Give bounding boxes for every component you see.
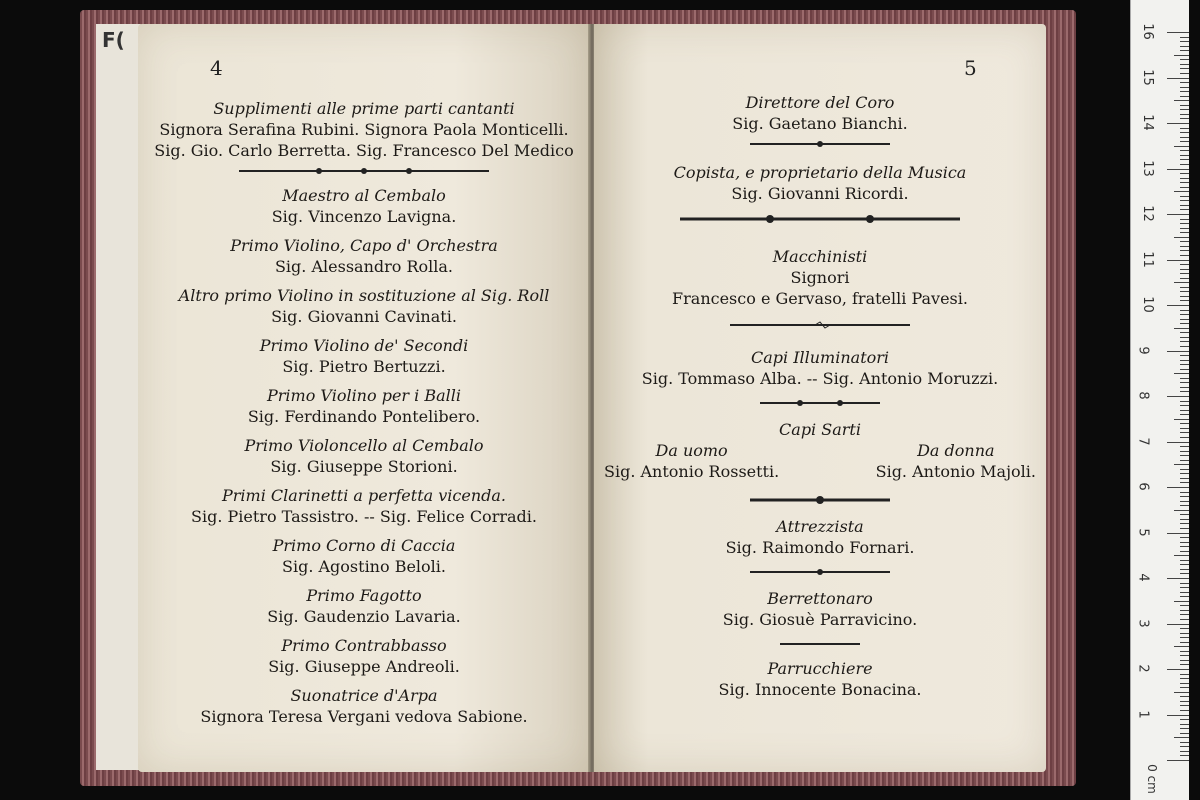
ruler-number: 12 [1139,205,1155,222]
cast-entry [144,285,584,327]
ruler-tick [1180,660,1189,661]
ruler-tick [1180,223,1189,224]
ruler-tick [1180,596,1189,597]
entry-name: Sig. Gaetano Bianchi. [732,114,908,133]
ruler-tick [1180,137,1189,138]
ruler-tick [1180,141,1189,142]
entry-name: Sig. Giuseppe Storioni. [270,457,458,476]
cast-entry [144,685,584,727]
ruler-tick [1174,237,1189,238]
ornamental-rule [750,568,890,576]
ruler-tick [1174,555,1189,556]
entry-name: Signora Teresa Vergani vedova Sabione. [200,707,528,726]
ruler-tick [1180,159,1189,160]
entry-role: Attrezzista [776,517,864,536]
ruler-tick [1180,155,1189,156]
ruler-tick [1180,164,1189,165]
ruler-tick [1180,537,1189,538]
ruler-tick [1174,692,1189,693]
entry-name: Sig. Alessandro Rolla. [274,257,454,276]
ruler-tick [1180,728,1189,729]
ruler-tick [1180,519,1189,520]
entry-name: Sig. Ferdinando Pontelibero. [247,407,481,426]
ruler-number: 1 [1135,709,1151,719]
ruler-tick [1180,564,1189,565]
ruler-tick [1167,624,1189,625]
ruler-number: 7 [1135,436,1151,446]
ruler-tick [1180,291,1189,292]
sarti-donna-label: Da donna [917,441,995,460]
right-page [594,24,1046,772]
ruler-tick [1174,419,1189,420]
entry-role: Primo Violino, Capo d' Orchestra [230,236,498,255]
ruler-tick [1180,46,1189,47]
right-page-column [600,72,1040,700]
ruler-tick [1180,642,1189,643]
ruler-tick [1180,319,1189,320]
ruler-tick [1180,355,1189,356]
ruler-tick [1174,510,1189,511]
sarti-uomo-label: Da uomo [655,441,728,460]
ruler-tick [1174,646,1189,647]
ruler-tick [1180,514,1189,515]
sarti-uomo-name: Sig. Antonio Rossetti. [604,462,780,481]
ruler-tick [1174,282,1189,283]
ruler-tick [1180,278,1189,279]
sarti-donna-name: Sig. Antonio Majoli. [875,462,1036,481]
entry-name: Sig. Giosuè Parravicino. [722,610,918,629]
ruler-tick [1174,737,1189,738]
ruler-tick [1167,760,1189,761]
entry-name: Sig. Agostino Beloli. [282,557,446,576]
ruler-tick [1180,478,1189,479]
entry-role: Altro primo Violino in sostituzione al Sig. Roll [178,286,550,305]
ruler-tick [1180,387,1189,388]
ruler-tick [1180,428,1189,429]
ruler-tick [1180,755,1189,756]
ruler-tick [1180,105,1189,106]
ruler-tick [1180,573,1189,574]
ruler-tick [1180,528,1189,529]
ruler-tick [1180,651,1189,652]
ruler-tick [1180,610,1189,611]
ruler-tick [1180,118,1189,119]
entry-role: Capi Illuminatori [750,348,890,367]
ruler-tick [1180,150,1189,151]
ruler-tick [1167,169,1189,170]
ruler-tick [1180,664,1189,665]
ruler-tick [1180,296,1189,297]
sarti-uomo [604,440,779,482]
ornamental-rule [760,399,880,407]
entry-role: Macchinisti [772,247,868,266]
ruler-tick [1180,332,1189,333]
ruler-tick [1180,269,1189,270]
cast-entry [144,435,584,477]
ruler-tick [1180,560,1189,561]
entry-name: Francesco e Gervaso, fratelli Pavesi. [672,289,968,308]
ruler-tick [1180,378,1189,379]
cast-entry-berrettonaro [600,588,1040,630]
ruler-tick [1167,487,1189,488]
ruler-tick [1180,410,1189,411]
ruler-tick [1180,405,1189,406]
ruler-tick [1180,232,1189,233]
ruler-tick [1167,533,1189,534]
ruler-tick [1180,173,1189,174]
entry-role: Primo Contrabbasso [281,636,447,655]
ruler-tick [1180,241,1189,242]
ruler-tick [1180,710,1189,711]
ruler-tick [1180,341,1189,342]
ruler-tick [1167,351,1189,352]
cast-entry [144,485,584,527]
ruler-tick [1180,200,1189,201]
ruler-tick [1174,191,1189,192]
ruler-tick [1180,423,1189,424]
ruler-tick [1180,733,1189,734]
ruler-tick [1167,260,1189,261]
ruler-tick [1180,696,1189,697]
ruler-tick [1180,401,1189,402]
ruler-number: 10 [1139,296,1155,313]
entry-name: Sig. Pietro Tassistro. -- Sig. Felice Corradi. [191,507,537,526]
ruler-number: 3 [1135,618,1151,628]
ruler-tick [1180,437,1189,438]
entry-role: Direttore del Coro [745,93,895,112]
ruler-tick [1180,587,1189,588]
cast-entry-illuminatori [600,347,1040,389]
ruler-tick [1180,633,1189,634]
ruler-tick [1180,246,1189,247]
ruler-number: 9 [1135,345,1151,355]
ruler-tick [1180,569,1189,570]
ruler-tick [1180,96,1189,97]
cast-entry-parrucchiere [600,658,1040,700]
ruler-tick [1167,715,1189,716]
cast-entry [144,585,584,627]
ruler-tick [1180,68,1189,69]
ruler-tick [1180,724,1189,725]
page-number: 5 [964,56,977,80]
ruler-tick [1180,382,1189,383]
sarti-donna [876,440,1036,482]
ruler-tick [1180,178,1189,179]
ruler-tick [1180,37,1189,38]
ruler-tick [1180,751,1189,752]
entry-subtitle: Signori [790,268,850,287]
cast-entry-macchinisti [600,246,1040,309]
ruler-number: 6 [1135,482,1151,491]
ruler-tick [1180,655,1189,656]
entry-role: Berrettonaro [767,589,873,608]
entry-role: Supplimenti alle prime parti cantanti [213,99,515,118]
ruler-tick [1180,196,1189,197]
ruler-tick [1180,219,1189,220]
ruler-tick [1180,91,1189,92]
ruler-tick [1167,442,1189,443]
ornamental-rule [239,167,489,175]
ruler-tick [1180,114,1189,115]
entry-role: Primo Fagotto [306,586,422,605]
cast-entry-sarti [600,419,1040,482]
ruler-tick [1180,460,1189,461]
sarti-columns [600,440,1040,482]
entry-role: Primo Violino de' Secondi [259,336,469,355]
ruler-tick [1180,523,1189,524]
entry-role: Parrucchiere [767,659,873,678]
ornamental-rule [780,640,860,648]
ruler-tick [1180,255,1189,256]
ruler-tick [1180,287,1189,288]
ruler-tick [1180,451,1189,452]
cast-entry [144,535,584,577]
ruler-tick [1167,578,1189,579]
ruler-tick [1180,473,1189,474]
ruler-tick [1174,55,1189,56]
ruler-tick [1167,214,1189,215]
entry-role: Capi Sarti [779,420,861,439]
ruler-tick [1180,364,1189,365]
ruler-tick [1174,464,1189,465]
ruler-tick [1180,82,1189,83]
ruler-tick [1167,78,1189,79]
ruler-number: 4 [1135,573,1151,582]
entry-name: Sig. Gio. Carlo Berretta. Sig. Francesco Del Medico [154,141,574,160]
cast-entry-direttore [600,92,1040,134]
entry-name: Signora Serafina Rubini. Signora Paola Monticelli. [159,120,569,139]
ruler-tick [1180,505,1189,506]
entry-role: Primo Corno di Caccia [272,536,456,555]
entry-name: Sig. Giuseppe Andreoli. [268,657,460,676]
ruler-tick [1174,601,1189,602]
ruler-tick [1180,346,1189,347]
ruler-number: 14 [1139,114,1155,131]
ornamental-rule [750,140,890,148]
ruler-tick [1180,614,1189,615]
ruler-number: 15 [1139,68,1155,86]
ruler-unit-label: 0 cm [1144,764,1159,794]
ruler-tick [1180,337,1189,338]
cast-entry-copista [600,162,1040,204]
ruler-tick [1180,414,1189,415]
ruler-tick [1180,742,1189,743]
ruler-tick [1180,41,1189,42]
ruler-tick [1180,369,1189,370]
cast-entry [144,185,584,227]
ruler-tick [1180,228,1189,229]
ruler-tick [1180,360,1189,361]
ruler-tick [1180,719,1189,720]
ruler-tick [1174,100,1189,101]
ruler-tick [1180,746,1189,747]
ruler-tick [1167,669,1189,670]
ruler-tick [1180,687,1189,688]
entry-name: Sig. Gaudenzio Lavaria. [267,607,461,626]
cast-entry [144,385,584,427]
ruler-tick [1180,492,1189,493]
cast-entry [144,335,584,377]
ruler-tick [1167,123,1189,124]
ruler-number: 5 [1135,527,1151,537]
ruler-tick [1180,132,1189,133]
ruler-number: 11 [1139,250,1155,268]
ruler-tick [1174,373,1189,374]
ruler-number: 8 [1135,391,1151,400]
ruler-tick [1180,546,1189,547]
ruler-tick [1180,482,1189,483]
ruler-tick [1180,678,1189,679]
ruler-tick [1180,314,1189,315]
ruler-tick [1180,583,1189,584]
ornamental-rule [750,496,890,504]
ruler-tick [1167,305,1189,306]
ruler-tick [1180,182,1189,183]
flyleaf [96,24,141,770]
ruler-tick [1180,264,1189,265]
entry-name: Sig. Giovanni Cavinati. [271,307,457,326]
ruler-tick [1180,496,1189,497]
ruler-tick [1180,628,1189,629]
left-page [138,24,590,772]
cast-entry [144,98,584,161]
entry-name: Sig. Giovanni Ricordi. [731,184,909,203]
ruler-tick [1180,209,1189,210]
ruler-tick [1167,396,1189,397]
measuring-ruler [1130,0,1189,800]
ruler-tick [1180,432,1189,433]
ruler-tick [1180,637,1189,638]
ruler-tick [1180,501,1189,502]
ruler-tick [1180,300,1189,301]
ruler-tick [1180,592,1189,593]
entry-role: Maestro al Cembalo [282,186,446,205]
entry-name: Sig. Innocente Bonacina. [718,680,922,699]
ruler-tick [1180,323,1189,324]
cast-entry-attrezzista [600,516,1040,558]
ornamental-rule [730,321,910,329]
cast-entry [144,235,584,277]
entry-name: Sig. Raimondo Fornari. [725,538,915,557]
ruler-tick [1180,128,1189,129]
ruler-tick [1180,701,1189,702]
ruler-tick [1180,455,1189,456]
ruler-tick [1180,187,1189,188]
ruler-tick [1180,59,1189,60]
ruler-tick [1180,87,1189,88]
entry-role: Primi Clarinetti a perfetta vicenda. [221,486,507,505]
entry-role: Primo Violino per i Balli [267,386,461,405]
entry-role: Primo Violoncello al Cembalo [244,436,484,455]
ruler-tick [1180,273,1189,274]
ruler-tick [1180,446,1189,447]
left-page-column [144,72,584,727]
entry-name: Sig. Vincenzo Lavigna. [271,207,457,226]
ruler-tick [1180,250,1189,251]
ruler-tick [1180,605,1189,606]
ruler-tick [1180,73,1189,74]
ruler-tick [1180,674,1189,675]
ruler-tick [1180,50,1189,51]
ruler-number: 16 [1139,23,1155,40]
ruler-tick [1180,205,1189,206]
ruler-tick [1180,310,1189,311]
ruler-number: 2 [1135,664,1151,673]
entry-role: Suonatrice d'Arpa [290,686,438,705]
ruler-tick [1180,109,1189,110]
ruler-tick [1180,542,1189,543]
ruler-tick [1174,328,1189,329]
entry-role: Copista, e proprietario della Musica [673,163,967,182]
ruler-tick [1180,619,1189,620]
cast-entry [144,635,584,677]
ruler-tick [1180,391,1189,392]
entry-name: Sig. Tommaso Alba. -- Sig. Antonio Moruzzi. [641,369,999,388]
ruler-tick [1167,32,1189,33]
ruler-tick [1180,469,1189,470]
ruler-tick [1180,705,1189,706]
ruler-tick [1180,64,1189,65]
ruler-number: 13 [1139,159,1155,177]
ruler-tick [1174,146,1189,147]
archive-corner-label: F( [102,28,125,52]
page-number: 4 [210,56,223,80]
entry-name: Sig. Pietro Bertuzzi. [282,357,446,376]
ornamental-rule [680,214,960,224]
ruler-tick [1180,551,1189,552]
ruler-tick [1180,683,1189,684]
